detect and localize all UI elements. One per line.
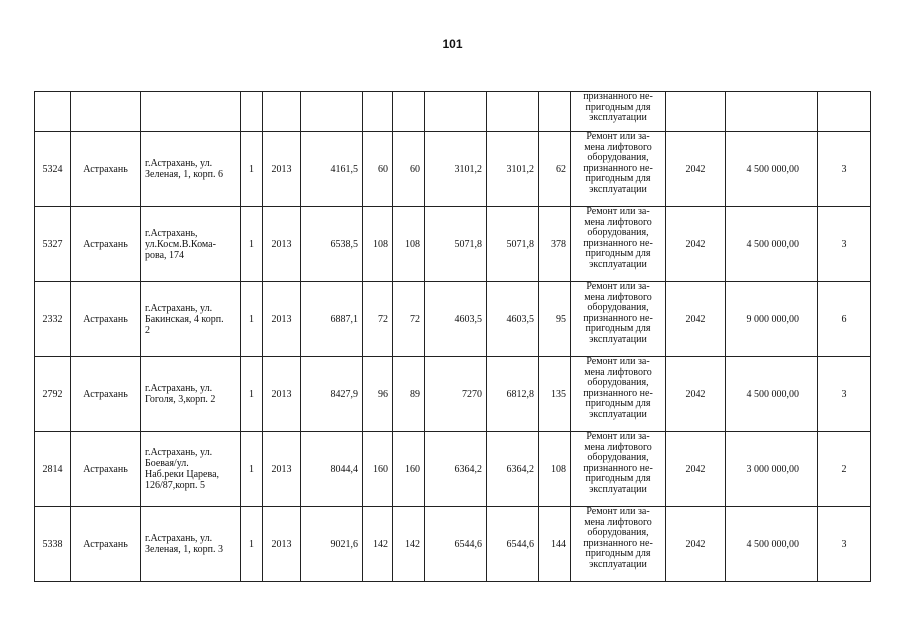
- work-line: Ремонт или за-: [586, 431, 650, 442]
- cell-col7: 60: [363, 132, 393, 207]
- cell-col11: 135: [539, 357, 571, 432]
- cell-city: Астрахань: [71, 282, 141, 357]
- address-line: Бакинская, 4 корп.: [145, 313, 224, 325]
- work-line: эксплуатации: [589, 408, 647, 420]
- cell-id: 2332: [35, 282, 71, 357]
- cell-city: Астрахань: [71, 357, 141, 432]
- cell-count: 3: [818, 132, 871, 207]
- cell-area-b: 6364,2: [487, 432, 539, 507]
- cell-city: [71, 92, 141, 132]
- cell-area-total: [301, 92, 363, 132]
- cell-city: Астрахань: [71, 132, 141, 207]
- cell-plan-year: 2042: [666, 207, 726, 282]
- cell-area-total: 6887,1: [301, 282, 363, 357]
- address-line: г.Астрахань, ул.: [145, 533, 213, 544]
- work-line: оборудования,: [587, 527, 649, 538]
- cell-col11: [539, 92, 571, 132]
- cell-address: [141, 507, 241, 582]
- cell-col7: 142: [363, 507, 393, 582]
- work-line: эксплуатации: [589, 333, 647, 345]
- cell-area-a: 4603,5: [425, 282, 487, 357]
- cell-count: 3: [818, 507, 871, 582]
- cell-col7: 108: [363, 207, 393, 282]
- cell-area-a: 6544,6: [425, 507, 487, 582]
- cell-col8: 142: [393, 507, 425, 582]
- work-line: эксплуатации: [589, 558, 647, 570]
- cell-cost: 4 500 000,00: [726, 357, 818, 432]
- address-line: Зеленая, 1, корп. 6: [145, 169, 223, 180]
- cell-city: Астрахань: [71, 432, 141, 507]
- work-line: Ремонт или за-: [586, 206, 650, 217]
- cell-year: 2013: [263, 507, 301, 582]
- work-line: мена лифтового: [584, 441, 652, 453]
- cell-area-total: 4161,5: [301, 132, 363, 207]
- cell-city: Астрахань: [71, 507, 141, 582]
- work-line: мена лифтового: [584, 291, 652, 303]
- cell-area-b: 4603,5: [487, 282, 539, 357]
- cell-area-a: [425, 92, 487, 132]
- address-line: ул.Косм.В.Кома-: [145, 238, 216, 250]
- cell-id: 2814: [35, 432, 71, 507]
- cell-col4: 1: [241, 357, 263, 432]
- cell-work: [571, 282, 666, 357]
- cell-area-total: 9021,6: [301, 507, 363, 582]
- address-line: г.Астрахань, ул.: [145, 447, 213, 458]
- cell-count: 3: [818, 207, 871, 282]
- work-line: пригодным для: [585, 548, 651, 559]
- cell-col11: 144: [539, 507, 571, 582]
- work-line: эксплуатации: [589, 258, 647, 270]
- cell-work: [571, 92, 666, 132]
- cell-year: 2013: [263, 207, 301, 282]
- cell-id: 5324: [35, 132, 71, 207]
- cell-work: [571, 207, 666, 282]
- cell-plan-year: [666, 92, 726, 132]
- cell-col8: 160: [393, 432, 425, 507]
- work-line: оборудования,: [587, 302, 649, 313]
- work-line: признанного не-: [583, 312, 653, 324]
- cell-plan-year: 2042: [666, 357, 726, 432]
- address-line: рова, 174: [145, 249, 185, 261]
- work-line: мена лифтового: [584, 366, 652, 378]
- cell-col11: 108: [539, 432, 571, 507]
- cell-area-a: 3101,2: [425, 132, 487, 207]
- cell-col8: [393, 92, 425, 132]
- work-line: признанного не-: [583, 387, 653, 399]
- cell-work: [571, 357, 666, 432]
- cell-area-a: 5071,8: [425, 207, 487, 282]
- cell-address: [141, 207, 241, 282]
- page-number: 101: [442, 37, 463, 51]
- cell-area-total: 8427,9: [301, 357, 363, 432]
- table-row: [35, 132, 871, 207]
- cell-id: [35, 92, 71, 132]
- work-line: пригодным для: [585, 173, 651, 184]
- work-line: пригодным для: [585, 398, 651, 409]
- cell-area-a: 7270: [425, 357, 487, 432]
- address-line: 126/87,корп. 5: [145, 480, 205, 491]
- cell-area-total: 8044,4: [301, 432, 363, 507]
- cell-col8: 72: [393, 282, 425, 357]
- cell-count: 2: [818, 432, 871, 507]
- cell-id: 5338: [35, 507, 71, 582]
- work-line: признанного не-: [583, 91, 653, 102]
- cell-address: [141, 132, 241, 207]
- work-line: пригодным для: [585, 473, 651, 484]
- cell-col11: 378: [539, 207, 571, 282]
- cell-plan-year: 2042: [666, 507, 726, 582]
- work-line: пригодным для: [585, 101, 651, 113]
- cell-id: 5327: [35, 207, 71, 282]
- cell-col4: 1: [241, 507, 263, 582]
- work-line: признанного не-: [583, 237, 653, 249]
- address-line: г.Астрахань, ул.: [145, 302, 213, 314]
- work-line: Ремонт или за-: [586, 281, 650, 292]
- cell-area-a: 6364,2: [425, 432, 487, 507]
- address-line: Наб.реки Царева,: [145, 469, 220, 480]
- work-line: мена лифтового: [584, 516, 652, 528]
- cell-col11: 62: [539, 132, 571, 207]
- cell-col11: 95: [539, 282, 571, 357]
- cell-area-total: 6538,5: [301, 207, 363, 282]
- work-line: признанного не-: [583, 462, 653, 474]
- address-line: г.Астрахань, ул.: [145, 158, 213, 169]
- cell-col8: 108: [393, 207, 425, 282]
- cell-year: 2013: [263, 432, 301, 507]
- cell-col7: 160: [363, 432, 393, 507]
- cell-area-b: 5071,8: [487, 207, 539, 282]
- registry-table: [34, 91, 871, 582]
- address-line: 2: [145, 324, 150, 336]
- cell-plan-year: 2042: [666, 282, 726, 357]
- work-line: эксплуатации: [589, 183, 647, 195]
- cell-area-b: 6544,6: [487, 507, 539, 582]
- cell-year: 2013: [263, 282, 301, 357]
- work-line: оборудования,: [587, 227, 649, 238]
- work-line: мена лифтового: [584, 141, 652, 153]
- work-line: Ремонт или за-: [586, 356, 650, 367]
- cell-col4: 1: [241, 132, 263, 207]
- cell-cost: 9 000 000,00: [726, 282, 818, 357]
- cell-col7: [363, 92, 393, 132]
- table-row: [35, 507, 871, 582]
- table-row: [35, 357, 871, 432]
- cell-cost: 3 000 000,00: [726, 432, 818, 507]
- work-line: признанного не-: [583, 537, 653, 549]
- table-row: [35, 282, 871, 357]
- cell-year: 2013: [263, 357, 301, 432]
- cell-area-b: 6812,8: [487, 357, 539, 432]
- cell-cost: 4 500 000,00: [726, 132, 818, 207]
- cell-address: [141, 282, 241, 357]
- cell-year: 2013: [263, 132, 301, 207]
- cell-cost: [726, 92, 818, 132]
- cell-count: 6: [818, 282, 871, 357]
- work-line: эксплуатации: [589, 483, 647, 495]
- address-line: г.Астрахань,: [145, 227, 198, 239]
- cell-col4: 1: [241, 282, 263, 357]
- work-line: пригодным для: [585, 248, 651, 259]
- work-line: эксплуатации: [589, 112, 647, 123]
- cell-col8: 60: [393, 132, 425, 207]
- work-line: признанного не-: [583, 162, 653, 174]
- work-line: оборудования,: [587, 452, 649, 463]
- work-line: пригодным для: [585, 323, 651, 334]
- cell-address: [141, 357, 241, 432]
- cell-city: Астрахань: [71, 207, 141, 282]
- address-line: г.Астрахань, ул.: [145, 383, 213, 394]
- cell-area-b: 3101,2: [487, 132, 539, 207]
- cell-plan-year: 2042: [666, 432, 726, 507]
- address-line: Гоголя, 3,корп. 2: [145, 394, 216, 405]
- table-row: [35, 432, 871, 507]
- cell-count: [818, 92, 871, 132]
- cell-work: [571, 507, 666, 582]
- cell-address: [141, 432, 241, 507]
- cell-work: [571, 432, 666, 507]
- work-line: оборудования,: [587, 377, 649, 388]
- work-line: Ремонт или за-: [586, 131, 650, 142]
- cell-col4: 1: [241, 207, 263, 282]
- cell-col7: 72: [363, 282, 393, 357]
- cell-col4: 1: [241, 432, 263, 507]
- cell-plan-year: 2042: [666, 132, 726, 207]
- cell-cost: 4 500 000,00: [726, 207, 818, 282]
- table-body: [35, 92, 871, 582]
- cell-area-b: [487, 92, 539, 132]
- address-line: Зеленая, 1, корп. 3: [145, 544, 223, 555]
- table-row: [35, 207, 871, 282]
- cell-id: 2792: [35, 357, 71, 432]
- cell-work: [571, 132, 666, 207]
- work-line: мена лифтового: [584, 216, 652, 228]
- address-line: Боевая/ул.: [145, 458, 189, 469]
- work-line: Ремонт или за-: [586, 506, 650, 517]
- cell-count: 3: [818, 357, 871, 432]
- work-line: оборудования,: [587, 152, 649, 163]
- cell-col7: 96: [363, 357, 393, 432]
- cell-address: [141, 92, 241, 132]
- cell-col4: [241, 92, 263, 132]
- cell-year: [263, 92, 301, 132]
- cell-cost: 4 500 000,00: [726, 507, 818, 582]
- cell-col8: 89: [393, 357, 425, 432]
- continuation-row: [35, 92, 871, 132]
